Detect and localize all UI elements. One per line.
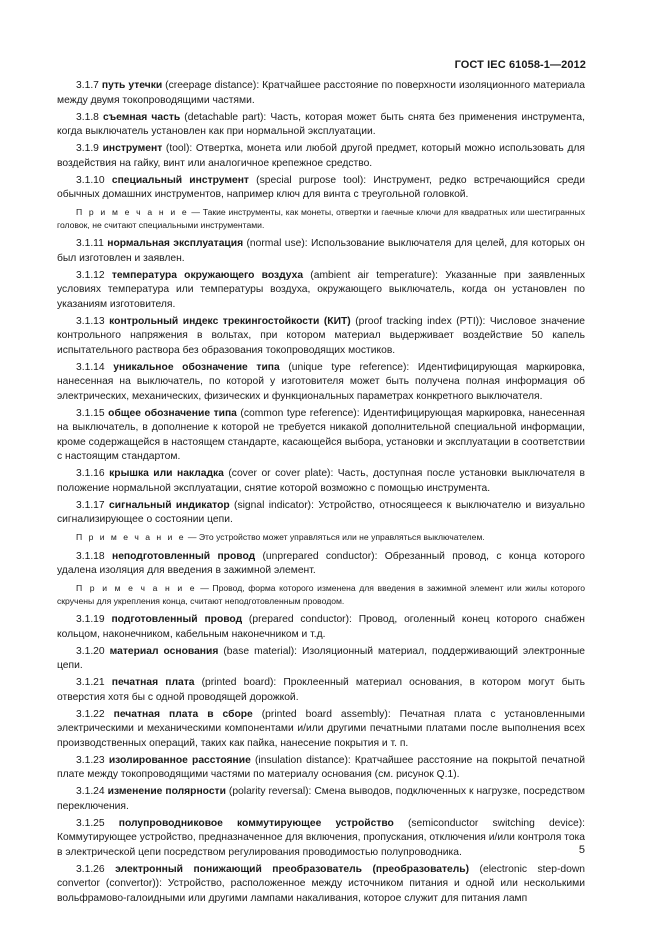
clause-number: 3.1.7 bbox=[76, 80, 99, 91]
term: печатная плата bbox=[111, 677, 195, 688]
term: изолированное расстояние bbox=[108, 754, 251, 766]
clause-number: 3.1.10 bbox=[76, 174, 105, 186]
definition-text: (polarity reversal): Смена выводов, подключенных к нагрузке, посредством переключения. bbox=[57, 786, 585, 812]
note-label: П р и м е ч а н и е bbox=[76, 532, 186, 542]
term: сигнальный индикатор bbox=[109, 499, 230, 511]
clause-number: 3.1.18 bbox=[76, 550, 105, 562]
definition-3-1-17 bbox=[57, 499, 585, 528]
clause-number: 3.1.20 bbox=[76, 645, 105, 657]
definition-text: (cover or cover plate): Часть, доступная после установки выключателя в положение нормальной эксплуатации, снятие которой возможно с помощью инструмента. bbox=[57, 468, 586, 494]
definition-3-1-15 bbox=[57, 407, 585, 465]
note-label: П р и м е ч а н и е bbox=[76, 583, 197, 593]
clause-number: 3.1.9 bbox=[76, 143, 99, 154]
definition-text: (unique type reference): Идентифицирующая маркировка, нанесенная на выключатель, по которой у изготовителя может быть получена полная информация об электрических, механических, физических и функциональных параметрах конкретного выключателя. bbox=[57, 361, 585, 402]
clause-number: 3.1.24 bbox=[76, 786, 105, 797]
clause-number: 3.1.13 bbox=[76, 315, 105, 327]
term: контрольный индекс трекингостойкости (КИТ) bbox=[109, 315, 351, 327]
note-special-tools bbox=[57, 206, 585, 231]
term: крышка или накладка bbox=[109, 468, 224, 479]
definition-3-1-10 bbox=[57, 174, 585, 203]
term: температура окружающего воздуха bbox=[111, 269, 304, 281]
term: изменение полярности bbox=[107, 786, 226, 797]
document-body bbox=[57, 79, 585, 909]
definition-3-1-20 bbox=[57, 645, 585, 674]
clause-number: 3.1.19 bbox=[76, 614, 105, 625]
clause-number: 3.1.14 bbox=[76, 361, 105, 373]
definition-text: (proof tracking index (PTI)): Числовое значение контрольного напряжения в вольтах, при котором материал выдерживает воздействие 50 капель испытательного раствора без образования токопроводящих мостиков. bbox=[57, 315, 585, 356]
term: уникальное обозначение типа bbox=[113, 361, 280, 373]
definition-text: (common type reference): Идентифицирующая маркировка, нанесенная на выключатель, в дополнение к которой не требуется никакой дополнительной специальной информации, кроме содержащейся в настоящем стандарте, касающейся выбора, установки и эксплуатации в соответствии с настоящим стандартом. bbox=[57, 407, 585, 462]
clause-number: 3.1.16 bbox=[76, 468, 105, 479]
definition-3-1-16 bbox=[57, 467, 585, 496]
term: инструмент bbox=[102, 143, 163, 154]
definition-text: (printed board assembly): Печатная плата с установленными электрическими и механическими компонентами и/или другими печатными платами после выполнения всех производственных операций, таких как пайка, нанесение покрытия и т. п. bbox=[57, 708, 585, 749]
definition-3-1-13 bbox=[57, 315, 585, 359]
definition-3-1-8 bbox=[57, 111, 585, 140]
definition-3-1-26 bbox=[57, 863, 585, 907]
definition-3-1-12 bbox=[57, 269, 585, 313]
definition-text: (printed board): Проклеенный материал основания, в котором могут быть отверстия хотя бы с одной проводящей дорожкой. bbox=[57, 677, 585, 703]
definition-3-1-7 bbox=[57, 79, 585, 108]
definition-text: (base material): Изоляционный материал, поддерживающий электронные цепи. bbox=[57, 645, 585, 671]
term: полупроводниковое коммутирующее устройство bbox=[118, 817, 394, 829]
term: съемная часть bbox=[103, 111, 181, 123]
definition-text: (special purpose tool): Инструмент, редко встречающийся среди обычных домашних инструментов, например ключ для винта с треугольной головкой. bbox=[57, 174, 585, 200]
definition-3-1-23 bbox=[57, 754, 585, 783]
term: неподготовленный провод bbox=[111, 550, 256, 562]
definition-3-1-25 bbox=[57, 817, 585, 861]
clause-number: 3.1.12 bbox=[76, 269, 105, 281]
note-unprepared-conductor bbox=[57, 582, 585, 607]
definition-text: (prepared conductor): Провод, оголенный конец которого снабжен кольцом, наконечником, кабельным наконечником и т.д. bbox=[57, 614, 585, 640]
page-number: 5 bbox=[578, 844, 585, 856]
document-header: ГОСТ IEC 61058-1—2012 bbox=[454, 59, 586, 71]
clause-number: 3.1.22 bbox=[76, 708, 105, 720]
term: подготовленный провод bbox=[111, 614, 243, 625]
term: нормальная эксплуатация bbox=[107, 238, 244, 249]
clause-number: 3.1.8 bbox=[76, 111, 99, 123]
definition-text: (ambient air temperature): Указанные при заявленных условиях температура или температуры воздуха, окружающего выключатель, когда он установлен по указаниям изготовителя. bbox=[57, 269, 585, 310]
definition-text: (creepage distance): Кратчайшее расстояние по поверхности изоляционного материала между двумя токопроводящими частями. bbox=[57, 80, 585, 106]
note-text: — Такие инструменты, как монеты, отвертки и гаечные ключи для квадратных или шестигранных головок, не считают специальными инструментами. bbox=[57, 207, 585, 230]
definition-text: (semiconductor switching device): Коммутирующее устройство, предназначенное для включения, пропускания, отключения и/или контроля тока в электрической цепи посредством регулирования проводимостью полупроводника. bbox=[57, 817, 585, 858]
note-label: П р и м е ч а н и е bbox=[76, 207, 189, 217]
term: общее обозначение типа bbox=[108, 407, 237, 419]
clause-number: 3.1.26 bbox=[76, 863, 105, 875]
term: электронный понижающий преобразователь (преобразователь) bbox=[115, 863, 470, 875]
term: печатная плата в сборе bbox=[113, 708, 253, 720]
note-text: — Провод, форма которого изменена для введения в зажимной элемент или жилы которого скручены для укрепления конца, считают неподготовленным проводом. bbox=[57, 583, 585, 606]
definition-text: (detachable part): Часть, которая может быть снята без применения инструмента, когда выключатель установлен как при нормальной эксплуатации. bbox=[57, 111, 585, 137]
note-signal-indicator bbox=[57, 531, 585, 544]
definition-3-1-14 bbox=[57, 361, 585, 405]
term: материал основания bbox=[109, 645, 219, 657]
clause-number: 3.1.21 bbox=[76, 677, 105, 688]
definition-3-1-22 bbox=[57, 708, 585, 752]
clause-number: 3.1.15 bbox=[76, 407, 105, 419]
definition-text: (insulation distance): Кратчайшее расстояние на покрытой печатной плате между токопроводящими частями по материалу основания (см. рисунок Q.1). bbox=[57, 754, 585, 780]
clause-number: 3.1.17 bbox=[76, 499, 105, 511]
term: специальный инструмент bbox=[111, 174, 249, 186]
term: путь утечки bbox=[101, 80, 163, 91]
note-text: — Это устройство может управляться или не управляться выключателем. bbox=[185, 532, 485, 542]
definition-text: (signal indicator): Устройство, относящееся к выключателю и визуально сигнализирующее о состоянии цепи. bbox=[57, 499, 585, 525]
clause-number: 3.1.11 bbox=[76, 238, 104, 249]
definition-text: (tool): Отвертка, монета или любой другой предмет, который можно использовать для воздействия на гайку, винт или аналогичное крепежное средство. bbox=[57, 143, 585, 169]
definition-3-1-18 bbox=[57, 550, 585, 579]
clause-number: 3.1.23 bbox=[76, 754, 105, 766]
definition-3-1-9 bbox=[57, 142, 585, 171]
definition-text: (unprepared conductor): Обрезанный провод, с конца которого удалена изоляция для введения в зажимной элемент. bbox=[57, 550, 585, 576]
clause-number: 3.1.25 bbox=[76, 817, 105, 829]
definition-text: (electronic step-down convertor (convertor)): Устройство, расположенное между источником питания и одной или несколькими вольфрамово-галоидными или другими лампами накаливания, которое служит для питания ламп bbox=[57, 863, 585, 904]
definition-3-1-19 bbox=[57, 613, 585, 642]
definition-text: (normal use): Использование выключателя для целей, для которых он был изготовлен и заявлен. bbox=[57, 238, 585, 264]
definition-3-1-11 bbox=[57, 237, 585, 266]
definition-3-1-24 bbox=[57, 785, 585, 814]
definition-3-1-21 bbox=[57, 676, 585, 705]
